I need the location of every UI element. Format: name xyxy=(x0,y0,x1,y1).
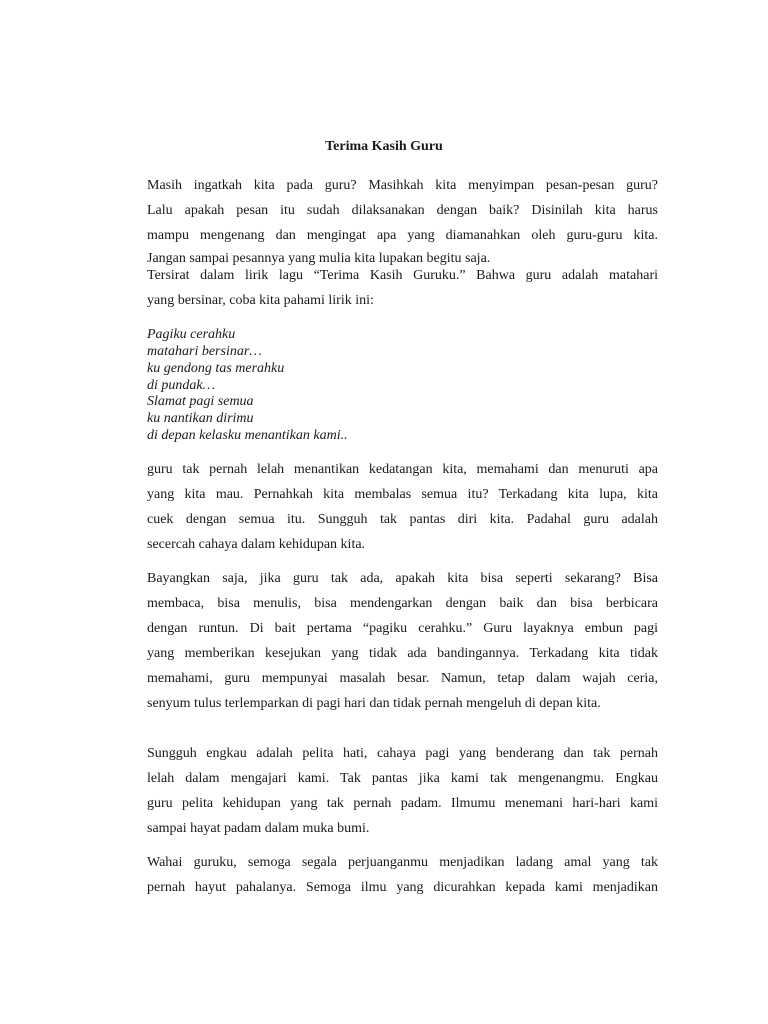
paragraph-line: secercah cahaya dalam kehidupan kita. xyxy=(147,537,366,552)
paragraph-line: Tersirat dalam lirik lagu “Terima Kasih Guruku.” Bahwa guru adalah matahari xyxy=(147,268,658,283)
poem-line: matahari bersinar… xyxy=(147,344,262,359)
poem-line: Slamat pagi semua xyxy=(147,394,254,409)
paragraph-line: yang memberikan kesejukan yang tidak ada bandingannya. Terkadang kita tidak xyxy=(147,646,658,661)
poem-line: Pagiku cerahku xyxy=(147,327,236,342)
paragraph-line: yang kita mau. Pernahkah kita membalas semua itu? Terkadang kita lupa, kita xyxy=(147,487,658,502)
paragraph-line: memahami, guru mempunyai masalah besar. Namun, tetap dalam wajah ceria, xyxy=(147,671,658,686)
paragraph-line: guru pelita kehidupan yang tak pernah padam. Ilmumu menemani hari-hari kami xyxy=(147,796,658,811)
paragraph-line: cuek dengan semua itu. Sungguh tak pantas diri kita. Padahal guru adalah xyxy=(147,512,658,527)
paragraph-line: membaca, bisa menulis, bisa mendengarkan dengan baik dan bisa berbicara xyxy=(147,596,658,611)
paragraph-line: Masih ingatkah kita pada guru? Masihkah kita menyimpan pesan-pesan guru? xyxy=(147,178,658,193)
paragraph-line: senyum tulus terlemparkan di pagi hari dan tidak pernah mengeluh di depan kita. xyxy=(147,696,601,711)
poem-line: ku gendong tas merahku xyxy=(147,361,285,376)
paragraph-line: Sungguh engkau adalah pelita hati, cahaya pagi yang benderang dan tak pernah xyxy=(147,746,658,761)
paragraph-line: sampai hayat padam dalam muka bumi. xyxy=(147,821,370,836)
paragraph-line: guru tak pernah lelah menantikan kedatangan kita, memahami dan menuruti apa xyxy=(147,462,658,477)
paragraph-line: Bayangkan saja, jika guru tak ada, apakah kita bisa seperti sekarang? Bisa xyxy=(147,571,658,586)
poem-line: di pundak… xyxy=(147,378,216,393)
paragraph-line: Lalu apakah pesan itu sudah dilaksanakan dengan baik? Disinilah kita harus xyxy=(147,203,658,218)
paragraph-line: pernah hayut pahalanya. Semoga ilmu yang dicurahkan kepada kami menjadikan xyxy=(147,880,658,895)
paragraph-line: dengan runtun. Di bait pertama “pagiku cerahku.” Guru layaknya embun pagi xyxy=(147,621,658,636)
document-title: Terima Kasih Guru xyxy=(325,139,443,154)
paragraph-line: lelah dalam mengajari kami. Tak pantas jika kami tak mengenangmu. Engkau xyxy=(147,771,658,786)
poem-line: ku nantikan dirimu xyxy=(147,411,254,426)
paragraph-line: Jangan sampai pesannya yang mulia kita lupakan begitu saja. xyxy=(147,251,491,266)
paragraph-line: yang bersinar, coba kita pahami lirik ini: xyxy=(147,293,374,308)
poem-line: di depan kelasku menantikan kami.. xyxy=(147,428,348,443)
paragraph-line: Wahai guruku, semoga segala perjuanganmu menjadikan ladang amal yang tak xyxy=(147,855,658,870)
paragraph-line: mampu mengenang dan mengingat apa yang diamanahkan oleh guru-guru kita. xyxy=(147,228,658,243)
